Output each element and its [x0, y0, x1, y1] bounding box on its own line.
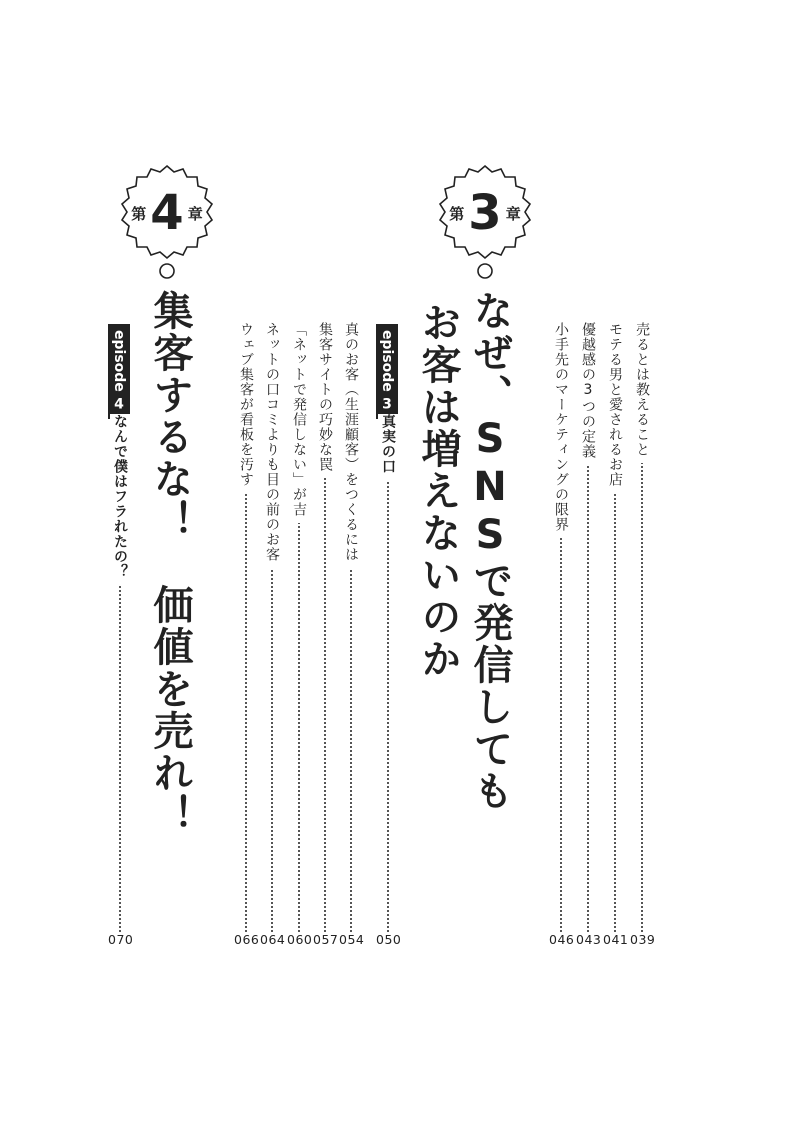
toc-entry[interactable] — [378, 414, 398, 932]
chapter4-suffix: 章 — [187, 204, 203, 223]
episode-number: 4 — [111, 396, 127, 413]
toc-entry[interactable] — [341, 322, 361, 932]
toc-entry[interactable] — [110, 414, 130, 932]
chapter3-seal — [435, 163, 535, 281]
episode4-title: なんで僕はフラれたの？ — [110, 414, 130, 585]
toc-entry-text: 小手先のマーケティングの限界 — [551, 322, 571, 538]
chapter4-title: 集客するな！ 価値を売れ！ — [147, 290, 193, 836]
toc-page-number: 039 — [630, 932, 656, 947]
toc-entry[interactable] — [632, 322, 652, 932]
toc-page-number: 064 — [260, 932, 286, 947]
toc-entry[interactable] — [605, 322, 625, 932]
toc-entry-text: ウェブ集客が看板を汚す — [236, 322, 256, 493]
toc-entry-text: モテる男と愛されるお店 — [605, 322, 625, 493]
toc-page-number: 050 — [376, 932, 402, 947]
toc-page-number: 066 — [234, 932, 260, 947]
chapter3-title-line1: なぜ、SNSで発信しても — [467, 290, 513, 812]
episode-number: 3 — [379, 396, 395, 413]
toc-entry[interactable] — [262, 322, 282, 932]
episode3-badge — [376, 324, 398, 419]
chapter4-prefix: 第 — [131, 204, 147, 223]
toc-entry[interactable] — [578, 322, 598, 932]
toc-entry-text: ネットの口コミよりも目の前のお客 — [262, 322, 282, 568]
episode-label: episode — [111, 330, 127, 392]
leader-dots — [387, 414, 389, 932]
toc-entry-text: 優越感の3つの定義 — [578, 322, 598, 465]
toc-page-number: 060 — [287, 932, 313, 947]
toc-entry-text: 「ネットで発信しない」が吉 — [289, 322, 309, 523]
toc-entry-text: 真のお客（生涯顧客）をつくるには — [341, 322, 361, 568]
toc-page-number: 043 — [576, 932, 602, 947]
chapter3-title-line2: お客は増えないのか — [415, 302, 461, 680]
chapter3-number: 3 — [468, 185, 502, 241]
toc-entry-text: 売るとは教えること — [632, 322, 652, 463]
toc-page-number: 054 — [339, 932, 365, 947]
chapter4-seal — [117, 163, 217, 281]
toc-page-number: 046 — [549, 932, 575, 947]
episode-label: episode — [379, 330, 395, 392]
toc-entry[interactable] — [289, 322, 309, 932]
toc-entry[interactable] — [551, 322, 571, 932]
toc-entry-text: 集客サイトの巧妙な罠 — [315, 322, 335, 478]
episode4-badge — [108, 324, 130, 419]
toc-page-number: 070 — [108, 932, 134, 947]
chapter3-prefix: 第 — [449, 204, 465, 223]
toc-entry[interactable] — [236, 322, 256, 932]
toc-entry[interactable] — [315, 322, 335, 932]
episode3-title: 真実の口 — [378, 414, 398, 480]
toc-page-number: 057 — [313, 932, 339, 947]
chapter3-suffix: 章 — [505, 204, 521, 223]
chapter4-number: 4 — [150, 185, 184, 241]
toc-page-number: 041 — [603, 932, 629, 947]
